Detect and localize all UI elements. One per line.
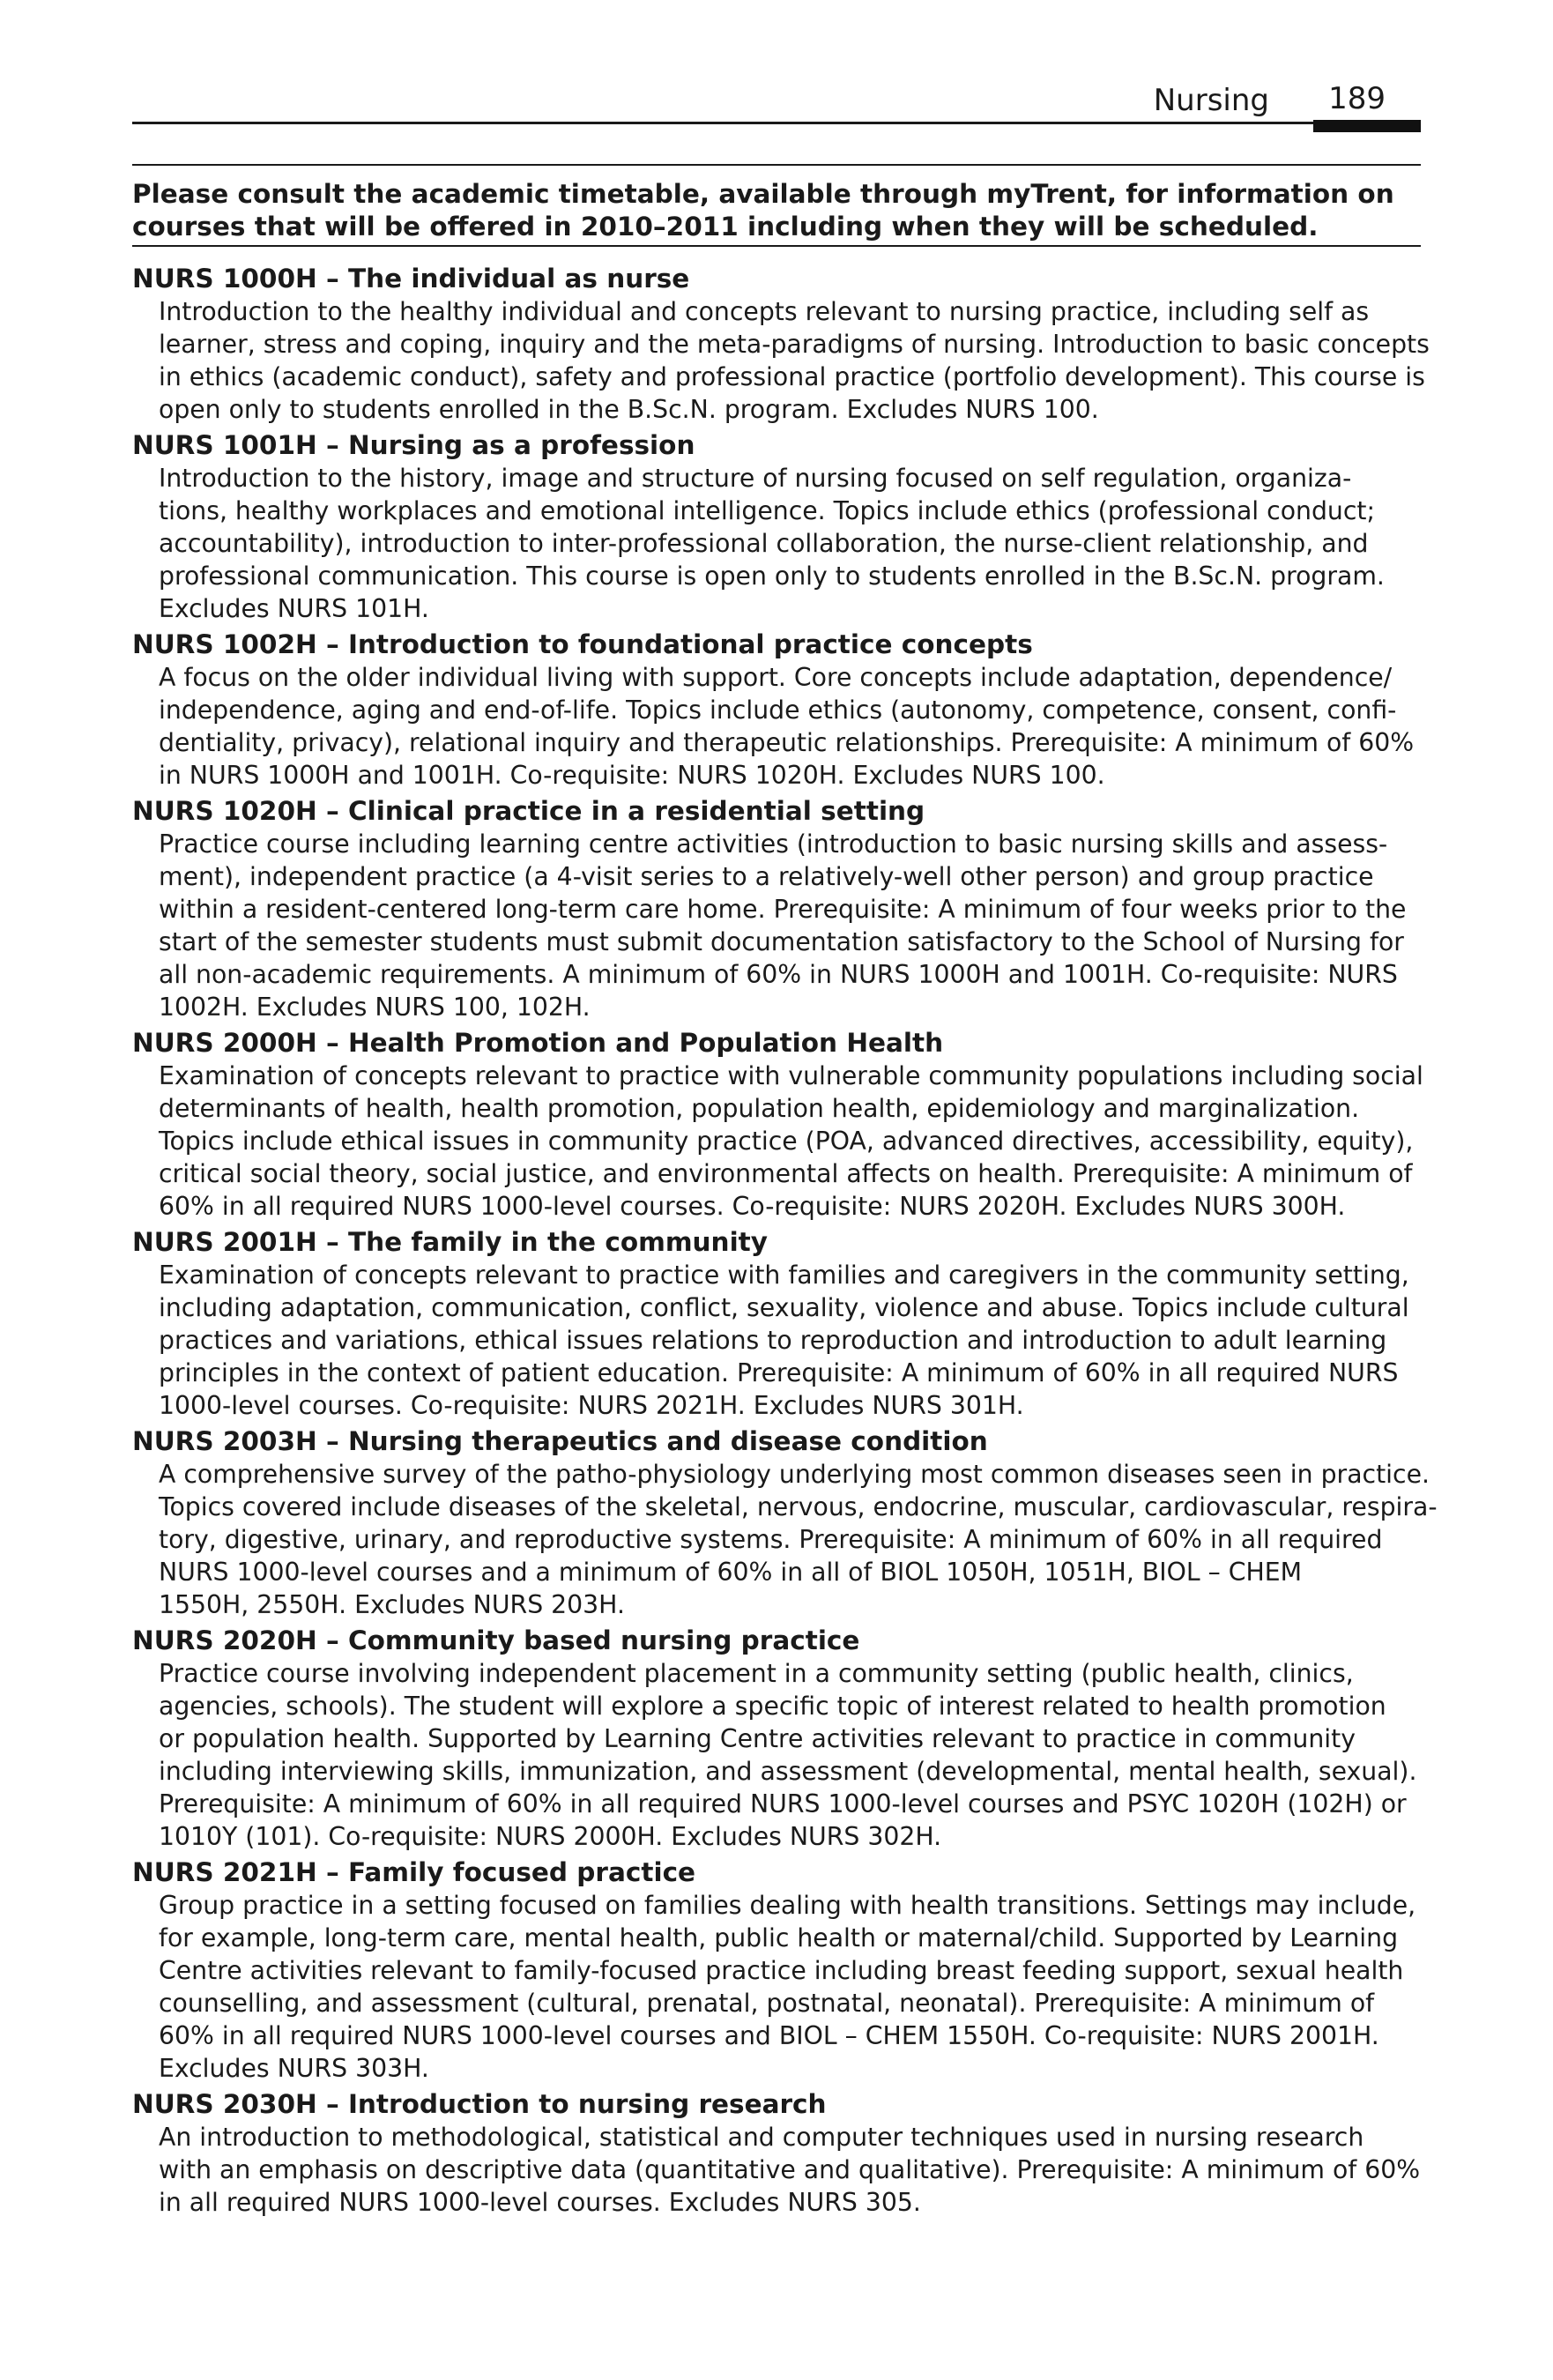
- description-line: Topics include ethical issues in community practice (POA, advanced directives, accessibility, equity),: [159, 1127, 1414, 1156]
- description-line: tions, healthy workplaces and emotional intelligence. Topics include ethics (professional conduct;: [159, 496, 1376, 525]
- description-line: including interviewing skills, immunization, and assessment (developmental, mental health, sexual).: [159, 1757, 1417, 1786]
- description-line: practices and variations, ethical issues relations to reproduction and introduction to adult learning: [159, 1326, 1387, 1355]
- course-list: [132, 263, 1438, 2222]
- description-line: Centre activities relevant to family-focused practice including breast feeding support, sexual health: [159, 1956, 1404, 1985]
- description-line: open only to students enrolled in the B.Sc.N. program. Excludes NURS 100.: [159, 395, 1099, 424]
- course-entry: [132, 795, 1423, 1023]
- course-title: NURS 2030H – Introduction to nursing research: [132, 2089, 827, 2119]
- description-line: 60% in all required NURS 1000-level courses. Co-requisite: NURS 2020H. Excludes NURS 300H.: [159, 1192, 1346, 1221]
- course-description: [132, 1259, 1423, 1422]
- header-tab: [1313, 120, 1421, 132]
- course-entry: [132, 2088, 1423, 2219]
- section-title: Nursing: [1153, 83, 1269, 118]
- description-line: all non-academic requirements. A minimum of 60% in NURS 1000H and 1001H. Co-requisite: NURS: [159, 960, 1398, 989]
- description-line: 1000-level courses. Co-requisite: NURS 2021H. Excludes NURS 301H.: [159, 1391, 1024, 1420]
- description-line: 60% in all required NURS 1000-level courses and BIOL – CHEM 1550H. Co-requisite: NURS 2001H.: [159, 2021, 1379, 2050]
- description-line: or population health. Supported by Learning Centre activities relevant to practice in community: [159, 1724, 1356, 1753]
- description-line: agencies, schools). The student will explore a specific topic of interest related to health promotion: [159, 1692, 1386, 1721]
- description-line: principles in the context of patient education. Prerequisite: A minimum of 60% in all required NURS: [159, 1358, 1399, 1387]
- notice-line: Please consult the academic timetable, available through myTrent, for information on: [132, 179, 1394, 209]
- description-line: 1010Y (101). Co-requisite: NURS 2000H. Excludes NURS 302H.: [159, 1822, 942, 1851]
- course-title: NURS 2021H – Family focused practice: [132, 1857, 696, 1887]
- description-line: counselling, and assessment (cultural, prenatal, postnatal, neonatal). Prerequisite: A minimum of: [159, 1989, 1375, 2018]
- course-entry: [132, 1226, 1423, 1422]
- course-description: [132, 1060, 1423, 1223]
- description-line: in NURS 1000H and 1001H. Co-requisite: NURS 1020H. Excludes NURS 100.: [159, 761, 1105, 790]
- course-title: NURS 1000H – The individual as nurse: [132, 264, 690, 294]
- course-entry: [132, 1027, 1423, 1223]
- notice-line: courses that will be offered in 2010–2011 including when they will be scheduled.: [132, 212, 1319, 242]
- description-line: determinants of health, health promotion, population health, epidemiology and marginalization.: [159, 1094, 1360, 1123]
- description-line: tory, digestive, urinary, and reproductive systems. Prerequisite: A minimum of 60% in all required: [159, 1525, 1383, 1554]
- description-line: Practice course including learning centre activities (introduction to basic nursing skills and assess-: [159, 829, 1388, 859]
- description-line: Topics covered include diseases of the skeletal, nervous, endocrine, muscular, cardiovascular, respira-: [159, 1492, 1438, 1521]
- course-description: [132, 462, 1423, 625]
- description-line: for example, long-term care, mental health, public health or maternal/child. Supported by Learning: [159, 1923, 1399, 1952]
- timetable-notice: [132, 178, 1401, 243]
- course-description: [132, 1657, 1423, 1853]
- course-title: NURS 2020H – Community based nursing practice: [132, 1625, 860, 1655]
- course-description: [132, 295, 1430, 426]
- description-line: Prerequisite: A minimum of 60% in all required NURS 1000-level courses and PSYC 1020H (102H) or: [159, 1789, 1407, 1818]
- course-description: [132, 1889, 1423, 2085]
- description-line: within a resident-centered long-term care home. Prerequisite: A minimum of four weeks prior to the: [159, 895, 1407, 924]
- description-line: 1550H, 2550H. Excludes NURS 203H.: [159, 1590, 625, 1619]
- description-line: with an emphasis on descriptive data (quantitative and qualitative). Prerequisite: A minimum of 60%: [159, 2155, 1421, 2184]
- description-line: Excludes NURS 303H.: [159, 2054, 429, 2083]
- course-description: [132, 1458, 1438, 1621]
- description-line: in ethics (academic conduct), safety and professional practice (portfolio development). This course is: [159, 362, 1425, 391]
- notice-rule-bottom: [132, 245, 1421, 247]
- description-line: Excludes NURS 101H.: [159, 594, 429, 623]
- notice-rule-top: [132, 164, 1421, 166]
- description-line: Examination of concepts relevant to practice with vulnerable community populations including social: [159, 1061, 1423, 1090]
- description-line: independence, aging and end-of-life. Topics include ethics (autonomy, competence, consent, confi-: [159, 695, 1397, 725]
- description-line: critical social theory, social justice, and environmental affects on health. Prerequisite: A minimum of: [159, 1159, 1413, 1188]
- description-line: Group practice in a setting focused on families dealing with health transitions. Settings may include,: [159, 1891, 1416, 1920]
- description-line: start of the semester students must submit documentation satisfactory to the School of Nursing for: [159, 927, 1404, 956]
- course-entry: [132, 1856, 1423, 2085]
- course-title: NURS 2000H – Health Promotion and Population Health: [132, 1028, 944, 1058]
- course-entry: [132, 1425, 1438, 1621]
- description-line: Introduction to the history, image and structure of nursing focused on self regulation, organiza-: [159, 464, 1352, 493]
- course-entry: [132, 263, 1430, 426]
- course-entry: [132, 429, 1423, 625]
- course-description: [132, 661, 1423, 792]
- description-line: A comprehensive survey of the patho-physiology underlying most common diseases seen in practice.: [159, 1460, 1430, 1489]
- course-description: [132, 828, 1423, 1023]
- description-line: professional communication. This course is open only to students enrolled in the B.Sc.N. program.: [159, 562, 1385, 591]
- description-line: dentiality, privacy), relational inquiry and therapeutic relationships. Prerequisite: A minimum of 60%: [159, 728, 1415, 757]
- course-title: NURS 2003H – Nursing therapeutics and disease condition: [132, 1426, 988, 1456]
- page-header: [132, 79, 1421, 123]
- description-line: 1002H. Excludes NURS 100, 102H.: [159, 993, 591, 1022]
- course-title: NURS 1002H – Introduction to foundational practice concepts: [132, 629, 1033, 659]
- description-line: accountability), introduction to inter-professional collaboration, the nurse-client relationship, and: [159, 529, 1369, 558]
- description-line: Introduction to the healthy individual and concepts relevant to nursing practice, including self as: [159, 297, 1370, 326]
- course-description: [132, 2121, 1423, 2219]
- description-line: including adaptation, communication, conflict, sexuality, violence and abuse. Topics include cultural: [159, 1293, 1409, 1322]
- course-title: NURS 1020H – Clinical practice in a residential setting: [132, 796, 925, 826]
- course-title: NURS 2001H – The family in the community: [132, 1227, 769, 1257]
- course-entry: [132, 628, 1423, 792]
- description-line: Examination of concepts relevant to practice with families and caregivers in the community setting,: [159, 1261, 1409, 1290]
- course-entry: [132, 1625, 1423, 1853]
- description-line: ment), independent practice (a 4-visit series to a relatively-well other person) and group practice: [159, 862, 1374, 891]
- description-line: Practice course involving independent placement in a community setting (public health, clinics,: [159, 1659, 1354, 1688]
- description-line: NURS 1000-level courses and a minimum of 60% in all of BIOL 1050H, 1051H, BIOL – CHEM: [159, 1558, 1303, 1587]
- header-rule: [132, 122, 1421, 124]
- course-title: NURS 1001H – Nursing as a profession: [132, 430, 695, 460]
- description-line: learner, stress and coping, inquiry and the meta-paradigms of nursing. Introduction to basic concepts: [159, 330, 1430, 359]
- description-line: An introduction to methodological, statistical and computer techniques used in nursing research: [159, 2123, 1364, 2152]
- description-line: A focus on the older individual living with support. Core concepts include adaptation, dependence/: [159, 663, 1393, 692]
- page-number: 189: [1328, 81, 1386, 116]
- description-line: in all required NURS 1000-level courses. Excludes NURS 305.: [159, 2188, 921, 2217]
